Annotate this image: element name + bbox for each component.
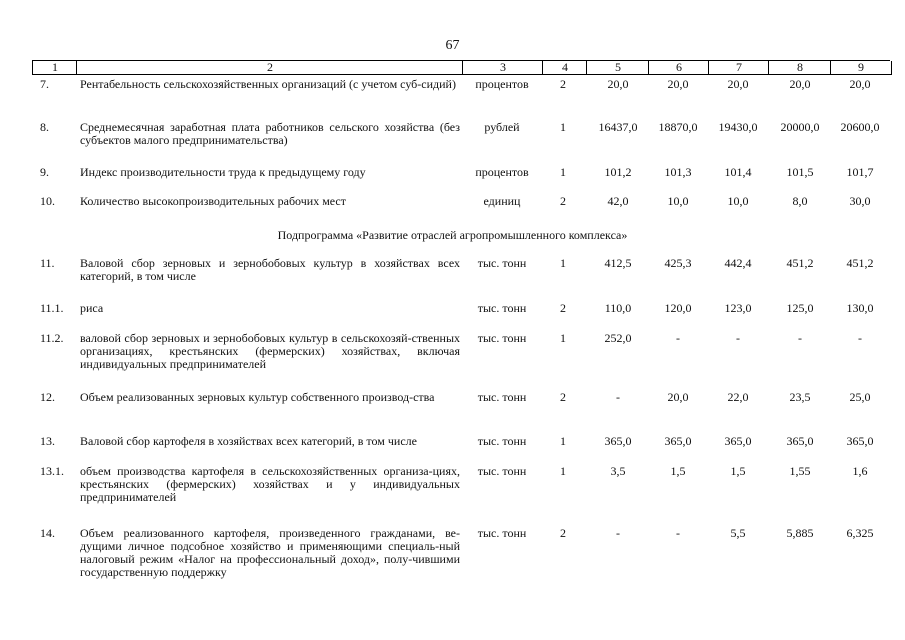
value-col6: 101,3 [664,165,692,179]
unit: тыс. тонн [477,434,527,448]
value-col5: 101,2 [604,165,632,179]
type-code: 1 [560,165,566,179]
row-number: 11. [40,256,55,270]
value-col5: 365,0 [604,434,632,448]
value-col5: 412,5 [604,256,632,270]
indicator-name: Объем реализованных зерновых культур собственного производ-ства [80,390,435,404]
type-code: 1 [560,331,566,345]
value-col8: 20000,0 [780,120,820,134]
value-col5: 3,5 [610,464,626,478]
value-col9: 130,0 [846,301,874,315]
value-col7: 19430,0 [718,120,758,134]
row-number: 12. [40,390,55,404]
value-col9: 30,0 [849,194,871,208]
indicator-name: Объем реализованного картофеля, произведенного гражданами, ве-дущими личное подсобное хозяйство и применяющими специаль-ный налоговый режим «Налог на профессиональный доход», полу-чившими государственную поддержку [80,526,460,579]
value-col7: 20,0 [727,77,749,91]
indicator-name: валовой сбор зерновых и зернобобовых культур в сельскохозяй-ственных организациях, крестьянских (фермерских) хозяйствах, включая индивидуальных предпринимателей [80,331,460,371]
value-col5: - [616,390,620,404]
value-col6: 20,0 [667,77,689,91]
value-col5: 42,0 [607,194,629,208]
subprogram-heading: Подпрограмма «Развитие отраслей агропромышленного комплекса» [277,228,628,242]
column-header-4: 4 [542,61,587,75]
unit: процентов [475,77,529,91]
value-col9: 365,0 [846,434,874,448]
column-header-2: 2 [76,61,463,75]
value-col6: 425,3 [664,256,692,270]
unit: единиц [483,194,521,208]
row-number: 10. [40,194,55,208]
value-col6: - [676,526,680,540]
value-col7: 442,4 [724,256,752,270]
indicator-name: Валовой сбор картофеля в хозяйствах всех категорий, в том числе [80,434,417,448]
column-header-6: 6 [648,61,709,75]
row-number: 13.1. [40,464,64,478]
unit: процентов [475,165,529,179]
value-col9: 20,0 [849,77,871,91]
value-col8: 451,2 [786,256,814,270]
column-header-7: 7 [708,61,769,75]
value-col8: 1,55 [789,464,811,478]
type-code: 2 [560,390,566,404]
value-col5: 252,0 [604,331,632,345]
row-number: 11.1. [40,301,64,315]
value-col6: - [676,331,680,345]
value-col7: 10,0 [727,194,749,208]
value-col6: 120,0 [664,301,692,315]
value-col7: 5,5 [730,526,746,540]
indicator-name: Рентабельность сельскохозяйственных организаций (с учетом суб-сидий) [80,77,456,91]
value-col9: 20600,0 [840,120,880,134]
indicator-name: Количество высокопроизводительных рабочих мест [80,194,346,208]
value-col9: 101,7 [846,165,874,179]
value-col9: 25,0 [849,390,871,404]
indicator-name: риса [80,301,104,315]
value-col8: 125,0 [786,301,814,315]
value-col5: 20,0 [607,77,629,91]
value-col9: 1,6 [852,464,868,478]
unit: тыс. тонн [477,256,527,270]
column-header-1: 1 [32,61,77,75]
type-code: 2 [560,301,566,315]
column-header-8: 8 [768,61,831,75]
type-code: 1 [560,464,566,478]
value-col7: - [736,331,740,345]
type-code: 1 [560,256,566,270]
value-col9: - [858,331,862,345]
indicator-name: Индекс производительности труда к предыдущему году [80,165,366,179]
unit: тыс. тонн [477,331,527,345]
indicator-name: объем производства картофеля в сельскохозяйственных организа-циях, крестьянских (фермерских) хозяйствах и у индивидуальных предпринимателей [80,464,460,504]
page-number: 67 [445,38,460,53]
value-col6: 18870,0 [658,120,698,134]
value-col5: 110,0 [604,301,632,315]
value-col8: 5,885 [786,526,814,540]
row-number: 13. [40,434,55,448]
value-col7: 123,0 [724,301,752,315]
value-col9: 451,2 [846,256,874,270]
value-col6: 20,0 [667,390,689,404]
value-col8: 8,0 [792,194,808,208]
value-col7: 365,0 [724,434,752,448]
column-header-9: 9 [830,61,892,75]
type-code: 1 [560,434,566,448]
row-number: 9. [40,165,49,179]
unit: тыс. тонн [477,301,527,315]
value-col6: 365,0 [664,434,692,448]
value-col8: 101,5 [786,165,814,179]
value-col6: 1,5 [670,464,686,478]
unit: тыс. тонн [477,526,527,540]
type-code: 1 [560,120,566,134]
value-col8: 23,5 [789,390,811,404]
unit: тыс. тонн [477,390,527,404]
value-col8: - [798,331,802,345]
value-col7: 22,0 [727,390,749,404]
row-number: 7. [40,77,49,91]
unit: рублей [484,120,520,134]
row-number: 8. [40,120,49,134]
row-number: 14. [40,526,55,540]
column-header-3: 3 [462,61,543,75]
value-col9: 6,325 [846,526,874,540]
value-col8: 365,0 [786,434,814,448]
type-code: 2 [560,526,566,540]
column-header-5: 5 [586,61,649,75]
value-col6: 10,0 [667,194,689,208]
value-col5: 16437,0 [598,120,638,134]
unit: тыс. тонн [477,464,527,478]
indicator-name: Среднемесячная заработная плата работников сельского хозяйства (без субъектов малого предпринимательства) [80,120,460,147]
indicator-name: Валовой сбор зерновых и зернобобовых культур в хозяйствах всех категорий, в том числе [80,256,460,283]
value-col5: - [616,526,620,540]
type-code: 2 [560,194,566,208]
value-col7: 101,4 [724,165,752,179]
type-code: 2 [560,77,566,91]
row-number: 11.2. [40,331,64,345]
value-col7: 1,5 [730,464,746,478]
value-col8: 20,0 [789,77,811,91]
